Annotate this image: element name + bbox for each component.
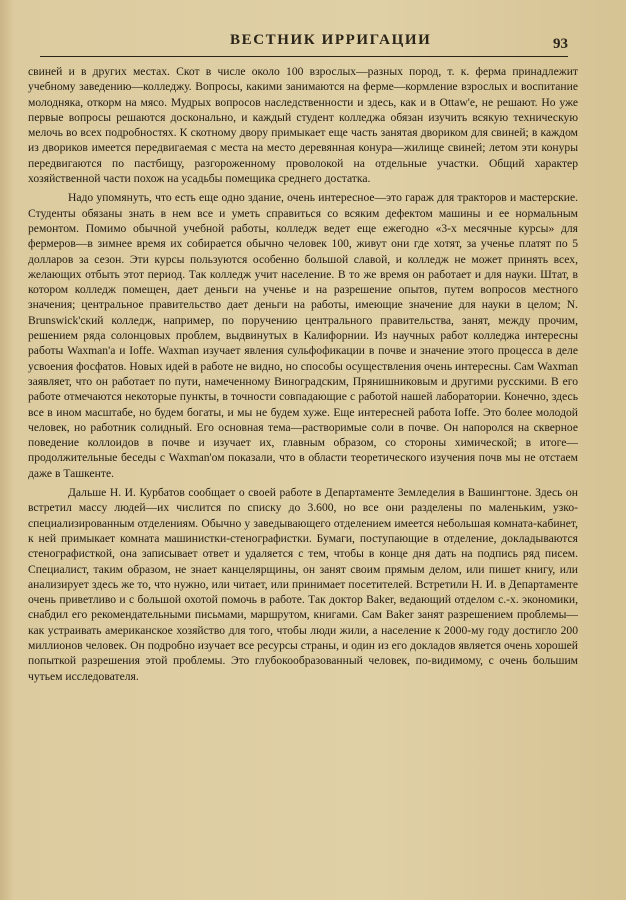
article-body xyxy=(28,64,578,688)
journal-title: ВЕСТНИК ИРРИГАЦИИ xyxy=(230,32,432,48)
paragraph-washington: Дальше Н. И. Курбатов сообщает о своей работе в Департаменте Земледелия в Вашингтоне. Здесь он встретил массу людей—их числится по списку до 3.600, но все они разделены по маленьким, узко-специализированным отделениям. Обычно у заведывающего отделением имеется небольшая комната-кабинет, к ней примыкает комната машинистки-стенографистки. Бумаги, поступающие в отделение, докладываются стенографисткой, она записывает ответ и удаляется с тем, чтобы в конце дня дать на подпись ряд писем. Специалист, таким образом, не знает канцелярщины, он занят своим прямым делом, или пишет книгу, или анализирует здесь же то, что нужно, или читает, или принимает посетителей. Встретили Н. И. в Департаменте очень приветливо и с большой охотой помочь в работе. Так доктор Baker, ведающий отделом с.-х. экономики, снабдил его рекомендательными письмами, маршрутом, книгами. Сам Baker занят разрешением проблемы—как устраивать американское хозяйство для того, чтобы люди жили, а население к 2000-му году достигло 200 миллионов человек. Он подробно изучает все ресурсы страны, и один из его докладов является очень хорошей попыткой разрешения этой проблемы. Это глубокообразованный человек, по-видимому, с очень большим чутьем исследователя. xyxy=(28,486,578,683)
paragraph-farm: свиней и в других местах. Скот в числе около 100 взрослых—разных пород, т. к. ферма принадлежит учебному заведению—колледжу. Вопросы, какими занимаются на ферме—кормление взрослых и воспитание молодняка, откорм на мясо. Мудрых вопросов наследственности и здесь, как и в Ottaw'e, не решают. Но уже первые вопросы решаются досконально, и каждый студент колледжа обязан изучить всякую техническую мелочь во всех подробностях. К скотному двору примыкает еще часть занятая двориком для свиней; в каждом из двориков имеется передвигаемая с места на место деревянная конура—жилище свиней; летом эти конуры передвигаются по пастбищу, разгороженному проволокой на отдельные участки. Общий характер хозяйственной части похож на усадьбы помещика среднего достатка. xyxy=(28,65,578,186)
running-header xyxy=(40,30,568,57)
page-number: 93 xyxy=(553,36,568,52)
paragraph-college: Надо упомянуть, что есть еще одно здание, очень интересное—это гараж для тракторов и мастерские. Студенты обязаны знать в нем все и уметь справиться со всяким дефектом машины и ее нормальным ремонтом. Помимо обычной учебной работы, колледж ведет еще ежегодно «3-х месячные курсы» для фермеров—в зимнее время их собирается обычно человек 100, живут они где хотят, за ученье платят по 5 долларов за сезон. Эти курсы пользуются особенно большой славой, и колледж не может принять всех, желающих отбыть этот период. Так колледж учит население. В то же время он работает и для науки. Штат, в котором колледж помещен, дает деньги на ученье и на разрешение опытов, путем вопросов местного значения; центральное правительство дает деньги на работы, имеющие значение для науки в целом; N. Brunswick'ский колледж, например, по поручению центрального правительства, занят, между прочим, решением ряда солонцовых проблем, выдвинутых в Калифорнии. Из научных работ колледжа интересны работы Waxman'a и Ioffe. Waxman изучает явления сульфофикации в почве и значение этого процесса в деле усвоения фосфатов. Новых идей в работе не видно, но способы осуществления очень интересны. Сам Waxman заявляет, что он работает по пути, намеченному Виноградским, Прянишниковым и другими русскими. В его работе отмечаются некоторые пункты, в точности совпадающие с работой нашей лаборатории. Конечно, здесь все в ином масштабе, но будем богаты, и мы не будем хуже. Еще интересней работа Ioffe. Это более молодой человек, но работник солидный. Его основная тема—растворимые соли в почве. Он напоролся на скверное поведение коллоидов в почве и изучает их, главным образом, со стороны химической; в итоге—продолжительные беседы с Waxman'ом показали, что в области теоретического изучения почв мы не отстаем даже в Ташкенте. xyxy=(28,191,578,480)
